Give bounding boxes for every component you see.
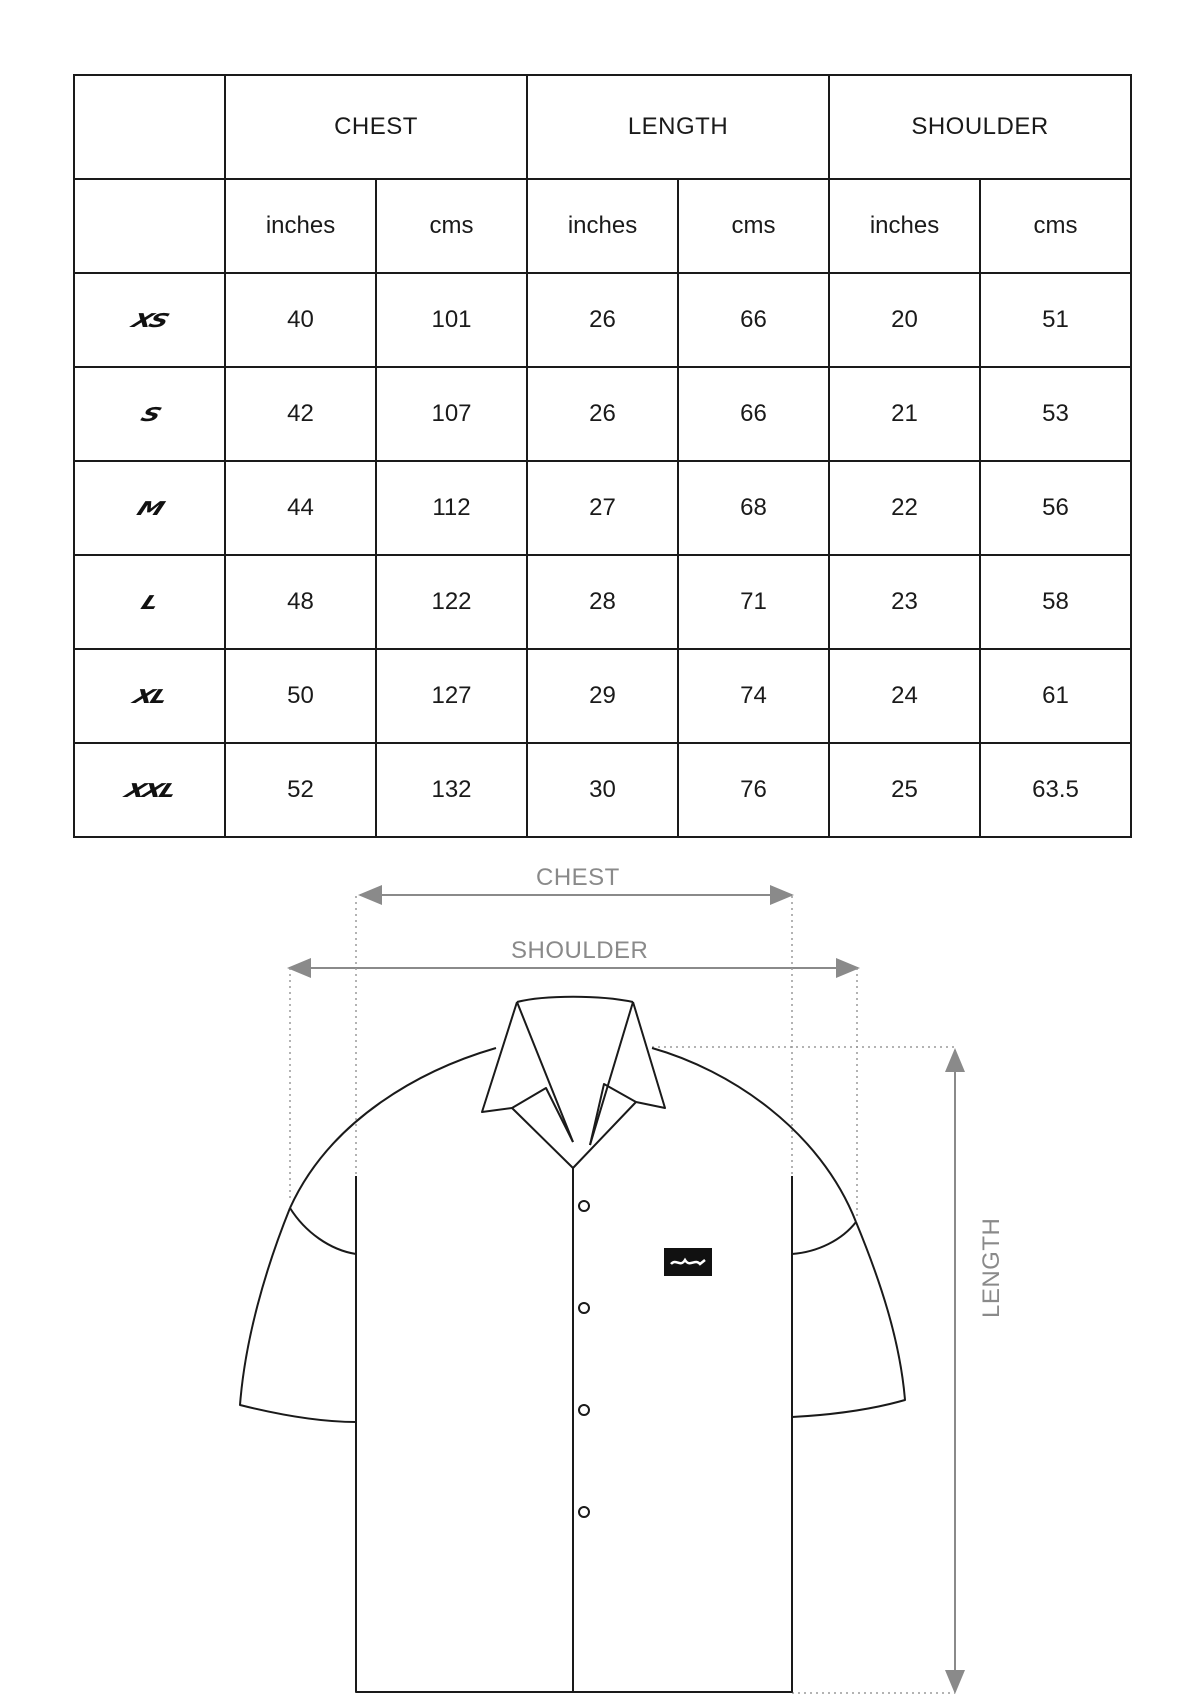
measurement-cell: 132	[376, 743, 527, 837]
measurement-cell: 56	[980, 461, 1131, 555]
size-label-cell	[74, 273, 225, 367]
measurement-cell: 101	[376, 273, 527, 367]
shirt-illustration	[0, 840, 1200, 1697]
button-icon	[579, 1201, 589, 1211]
unit-cell: inches	[829, 179, 980, 273]
unit-cell: inches	[225, 179, 376, 273]
shirt-diagram	[0, 840, 1200, 1697]
size-label: S	[137, 404, 162, 426]
size-row	[74, 273, 1131, 367]
size-label-cell	[74, 461, 225, 555]
corner-cell	[74, 75, 225, 179]
measurement-cell: 122	[376, 555, 527, 649]
header-row	[74, 75, 1131, 179]
measurement-cell: 25	[829, 743, 980, 837]
measurement-cell: 40	[225, 273, 376, 367]
measurement-cell: 48	[225, 555, 376, 649]
measurement-cell: 22	[829, 461, 980, 555]
measurement-cell: 21	[829, 367, 980, 461]
size-rows	[74, 273, 1131, 837]
size-row	[74, 555, 1131, 649]
measurement-cell: 27	[527, 461, 678, 555]
guide-lines	[290, 896, 955, 1693]
measurement-cell: 127	[376, 649, 527, 743]
measurement-cell: 53	[980, 367, 1131, 461]
chest-dimension-label: CHEST	[536, 864, 620, 891]
measurement-cell: 24	[829, 649, 980, 743]
size-label: M	[133, 498, 166, 520]
measurement-cell: 23	[829, 555, 980, 649]
header-length: LENGTH	[527, 75, 829, 179]
measurement-cell: 58	[980, 555, 1131, 649]
measurement-cell: 63.5	[980, 743, 1131, 837]
size-label: XXL	[121, 780, 178, 802]
size-label-cell	[74, 743, 225, 837]
size-label: XS	[128, 310, 171, 332]
header-shoulder: SHOULDER	[829, 75, 1131, 179]
size-label: L	[138, 592, 161, 614]
measurement-cell: 51	[980, 273, 1131, 367]
measurement-cell: 29	[527, 649, 678, 743]
measurement-cell: 26	[527, 367, 678, 461]
unit-cell: cms	[678, 179, 829, 273]
measurement-cell: 20	[829, 273, 980, 367]
unit-cell: inches	[527, 179, 678, 273]
size-label-cell	[74, 649, 225, 743]
measurement-cell: 66	[678, 367, 829, 461]
unit-row	[74, 179, 1131, 273]
shoulder-dimension-label: SHOULDER	[511, 937, 649, 964]
unit-cell: cms	[980, 179, 1131, 273]
measurement-cell: 71	[678, 555, 829, 649]
size-label: XL	[129, 686, 170, 708]
corner-cell	[74, 179, 225, 273]
measurement-cell: 68	[678, 461, 829, 555]
measurement-cell: 28	[527, 555, 678, 649]
unit-cell: cms	[376, 179, 527, 273]
button-icon	[579, 1507, 589, 1517]
size-chart-table	[73, 74, 1132, 838]
size-row	[74, 461, 1131, 555]
measurement-cell: 74	[678, 649, 829, 743]
length-dimension-label: LENGTH	[978, 1217, 1005, 1318]
button-icon	[579, 1405, 589, 1415]
header-chest: CHEST	[225, 75, 527, 179]
shirt-outline	[240, 997, 905, 1692]
measurement-cell: 107	[376, 367, 527, 461]
size-label-cell	[74, 555, 225, 649]
measurement-cell: 50	[225, 649, 376, 743]
button-icon	[579, 1303, 589, 1313]
measurement-cell: 66	[678, 273, 829, 367]
measurement-cell: 42	[225, 367, 376, 461]
measurement-cell: 112	[376, 461, 527, 555]
measurement-cell: 76	[678, 743, 829, 837]
brand-logo-icon	[664, 1248, 712, 1276]
size-row	[74, 367, 1131, 461]
measurement-cell: 61	[980, 649, 1131, 743]
measurement-cell: 30	[527, 743, 678, 837]
size-row	[74, 743, 1131, 837]
measurement-cell: 44	[225, 461, 376, 555]
measurement-cell: 26	[527, 273, 678, 367]
size-label-cell	[74, 367, 225, 461]
shirt-buttons	[579, 1201, 589, 1517]
measurement-cell: 52	[225, 743, 376, 837]
size-row	[74, 649, 1131, 743]
